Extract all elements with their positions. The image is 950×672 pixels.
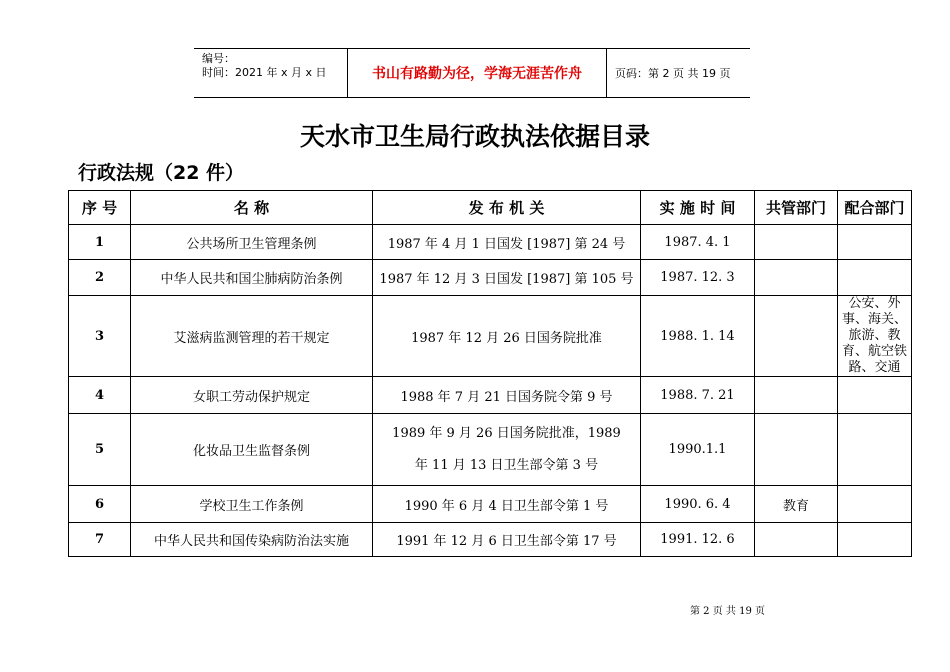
row-assist-dept [838,523,912,557]
row-no: 1 [69,225,131,260]
table-row [69,225,912,260]
row-publisher: 1990 年 6 月 4 日卫生部令第 1 号 [373,486,641,523]
row-no: 4 [69,377,131,414]
row-name: 学校卫生工作条例 [131,486,373,523]
row-date: 1990.1.1 [641,414,755,486]
row-no: 5 [69,414,131,486]
row-publisher-line2: 年 11 月 13 日卫生部令第 3 号 [414,457,599,473]
row-name: 中华人民共和国尘肺病防治条例 [131,260,373,296]
row-co-dept [755,260,838,296]
row-publisher-line1: 1989 年 9 月 26 日国务院批准，1989 [392,425,621,441]
header-motto: 书山有路勤为径，学海无涯苦作舟 [348,49,607,97]
document-title: 天水市卫生局行政执法依据目录 [299,122,650,151]
row-assist-dept [838,486,912,523]
col-header-no: 序 号 [69,191,131,225]
row-publisher [373,414,641,486]
row-publisher: 1987 年 4 月 1 日国发 [1987] 第 24 号 [373,225,641,260]
page-header [194,48,750,98]
row-no: 6 [69,486,131,523]
col-header-publisher: 发 布 机 关 [373,191,641,225]
table-row [69,260,912,296]
row-co-dept [755,225,838,260]
row-no: 2 [69,260,131,296]
row-publisher: 1987 年 12 月 3 日国发 [1987] 第 105 号 [373,260,641,296]
table-row [69,414,912,486]
row-assist-dept [838,414,912,486]
table-header-row [69,191,912,225]
header-meta [194,49,348,97]
row-name: 公共场所卫生管理条例 [131,225,373,260]
row-publisher: 1991 年 12 月 6 日卫生部令第 17 号 [373,523,641,557]
row-name: 中华人民共和国传染病防治法实施 [131,523,373,557]
col-header-assist-dept: 配合部门 [838,191,912,225]
page-footer: 第 2 页 共 19 页 [690,606,765,617]
row-date: 1987. 12. 3 [641,260,755,296]
row-co-dept [755,414,838,486]
col-header-name: 名 称 [131,191,373,225]
doc-number-label: 编号： [202,52,235,65]
col-header-co-dept: 共管部门 [755,191,838,225]
table-row [69,486,912,523]
col-header-date: 实 施 时 间 [641,191,755,225]
row-co-dept [755,377,838,414]
row-assist-dept [838,225,912,260]
row-assist-dept [838,377,912,414]
table-row [69,377,912,414]
doc-time-label: 时间：2021 年 x 月 x 日 [202,66,327,79]
section-subtitle: 行政法规（22 件） [78,162,245,184]
row-publisher: 1988 年 7 月 21 日国务院令第 9 号 [373,377,641,414]
row-name: 女职工劳动保护规定 [131,377,373,414]
row-date: 1988. 7. 21 [641,377,755,414]
row-date: 1991. 12. 6 [641,523,755,557]
row-date: 1987. 4. 1 [641,225,755,260]
row-co-dept [755,523,838,557]
row-co-dept: 教育 [755,486,838,523]
row-name: 艾滋病监测管理的若干规定 [131,296,373,377]
row-no: 7 [69,523,131,557]
row-date: 1988. 1. 14 [641,296,755,377]
table-row [69,296,912,377]
row-name: 化妆品卫生监督条例 [131,414,373,486]
table-row [69,523,912,557]
row-co-dept [755,296,838,377]
row-no: 3 [69,296,131,377]
regulations-table [68,190,912,557]
row-publisher: 1987 年 12 月 26 日国务院批准 [373,296,641,377]
header-page-info: 页码：第 2 页 共 19 页 [615,67,731,80]
row-assist-dept: 公安、外事、海关、旅游、教育、航空铁路、交通 [838,296,912,377]
row-assist-dept [838,260,912,296]
row-date: 1990. 6. 4 [641,486,755,523]
